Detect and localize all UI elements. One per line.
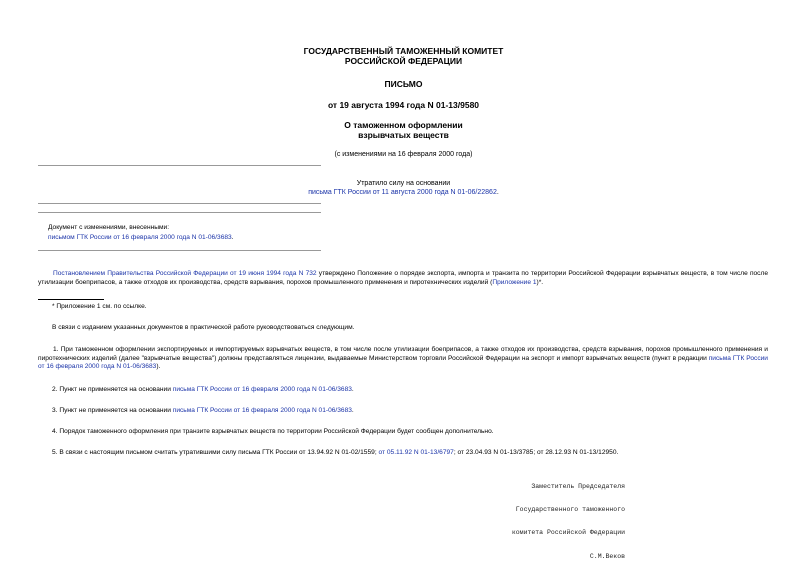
- lead-paragraph: В связи с изданием указанных документов в практической работе руководствоваться следующим.: [52, 324, 355, 331]
- status-link[interactable]: письма ГТК России от 11 августа 2000 года N 01-06/22862: [308, 189, 497, 196]
- item-1-link[interactable]: письма ГТК России от 16 февраля 2000 года N 01-06/3683: [38, 354, 768, 371]
- doc-type: ПИСЬМО: [384, 79, 423, 89]
- signature-line1: Заместитель Председателя: [531, 482, 625, 490]
- doc-date-number: от 19 августа 1994 года N 01-13/9580: [327, 100, 480, 110]
- item-5: 5. В связи с настоящим письмом считать утратившими силу письма ГТК России от 13.94.92 N 01-02/1559; от 05.11.92 N 01-13/6797; от 23.04.93 N 01-13/3785; от 28.12.93 N 01-13/12950.: [52, 449, 619, 456]
- footnote: * Приложение 1 см. по ссылке.: [52, 303, 147, 310]
- item-3: 3. Пункт не применяется на основании письма ГТК России от 16 февраля 2000 года N 01-06/3683.: [52, 407, 354, 414]
- item-2: 2. Пункт не применяется на основании письма ГТК России от 16 февраля 2000 года N 01-06/3683.: [52, 386, 354, 393]
- intro-paragraph: Постановлением Правительства Российской Федерации от 19 июня 1994 года N 732 утверждено Положение о порядке экспорта, импорта и транзита по территории Российской Федерации взрывчатых веществ, в том числе после утилизации боеприпасов, а также отходов их производства, средств взрывания, порохов промышленного применения и пиротехнических изделий (Приложение 1)*.: [38, 270, 768, 286]
- appendix-link[interactable]: Приложение 1: [492, 278, 537, 286]
- changes-note: (с изменениями на 16 февраля 2000 года): [334, 151, 473, 158]
- footnote-divider: [38, 299, 104, 300]
- divider: [38, 250, 321, 251]
- signature-name: С.М.Веков: [589, 552, 625, 560]
- government-decree-link[interactable]: Постановлением Правительства Российской Федерации от 19 июня 1994 года N 732: [53, 270, 317, 277]
- changes-doc-link-line: письмом ГТК России от 16 февраля 2000 года N 01-06/3683.: [48, 234, 234, 241]
- item-1: 1. При таможенном оформлении экспортируемых и импортируемых взрывчатых веществ, в том числе после утилизации боеприпасов, а также отходов их производства, средств взрывания, порохов промышленного применения и пиротехнических изделий (далее "взрывчатые вещества") должны представляться лицензии, выдаваемые Министерством торговли Российской Федерации на экспорт и импорт взрывчатых веществ (пункт в редакции письма ГТК России от 16 февраля 2000 года N 01-06/3683).: [38, 346, 768, 371]
- signature-line2: Государственного таможенного: [515, 505, 625, 513]
- org-name-line2: РОССИЙСКОЙ ФЕДЕРАЦИИ: [344, 56, 463, 66]
- divider: [38, 212, 321, 213]
- item-3-link[interactable]: письма ГТК России от 16 февраля 2000 года N 01-06/3683: [172, 407, 352, 414]
- signature-block: [512, 467, 625, 576]
- status-note: Утратило силу на основании: [356, 180, 451, 187]
- doc-title-line1: О таможенном оформлении: [344, 120, 463, 130]
- item-5-link[interactable]: от 05.11.92 N 01-13/6797: [378, 449, 454, 456]
- doc-title-line2: взрывчатых веществ: [358, 130, 449, 140]
- divider: [38, 165, 321, 166]
- divider: [38, 203, 321, 204]
- changes-doc-label: Документ с изменениями, внесенными:: [48, 224, 170, 231]
- org-name-line1: ГОСУДАРСТВЕННЫЙ ТАМОЖЕННЫЙ КОМИТЕТ: [303, 46, 504, 56]
- status-link-line: письма ГТК России от 11 августа 2000 года N 01-06/22862.: [308, 189, 499, 196]
- signature-line3: комитета Российской Федерации: [511, 529, 625, 537]
- item-4: 4. Порядок таможенного оформления при транзите взрывчатых веществ по территории Российской Федерации будет сообщен дополнительно.: [52, 428, 494, 435]
- item-2-link[interactable]: письма ГТК России от 16 февраля 2000 года N 01-06/3683: [172, 386, 352, 393]
- changes-doc-link[interactable]: письмом ГТК России от 16 февраля 2000 года N 01-06/3683: [48, 234, 232, 241]
